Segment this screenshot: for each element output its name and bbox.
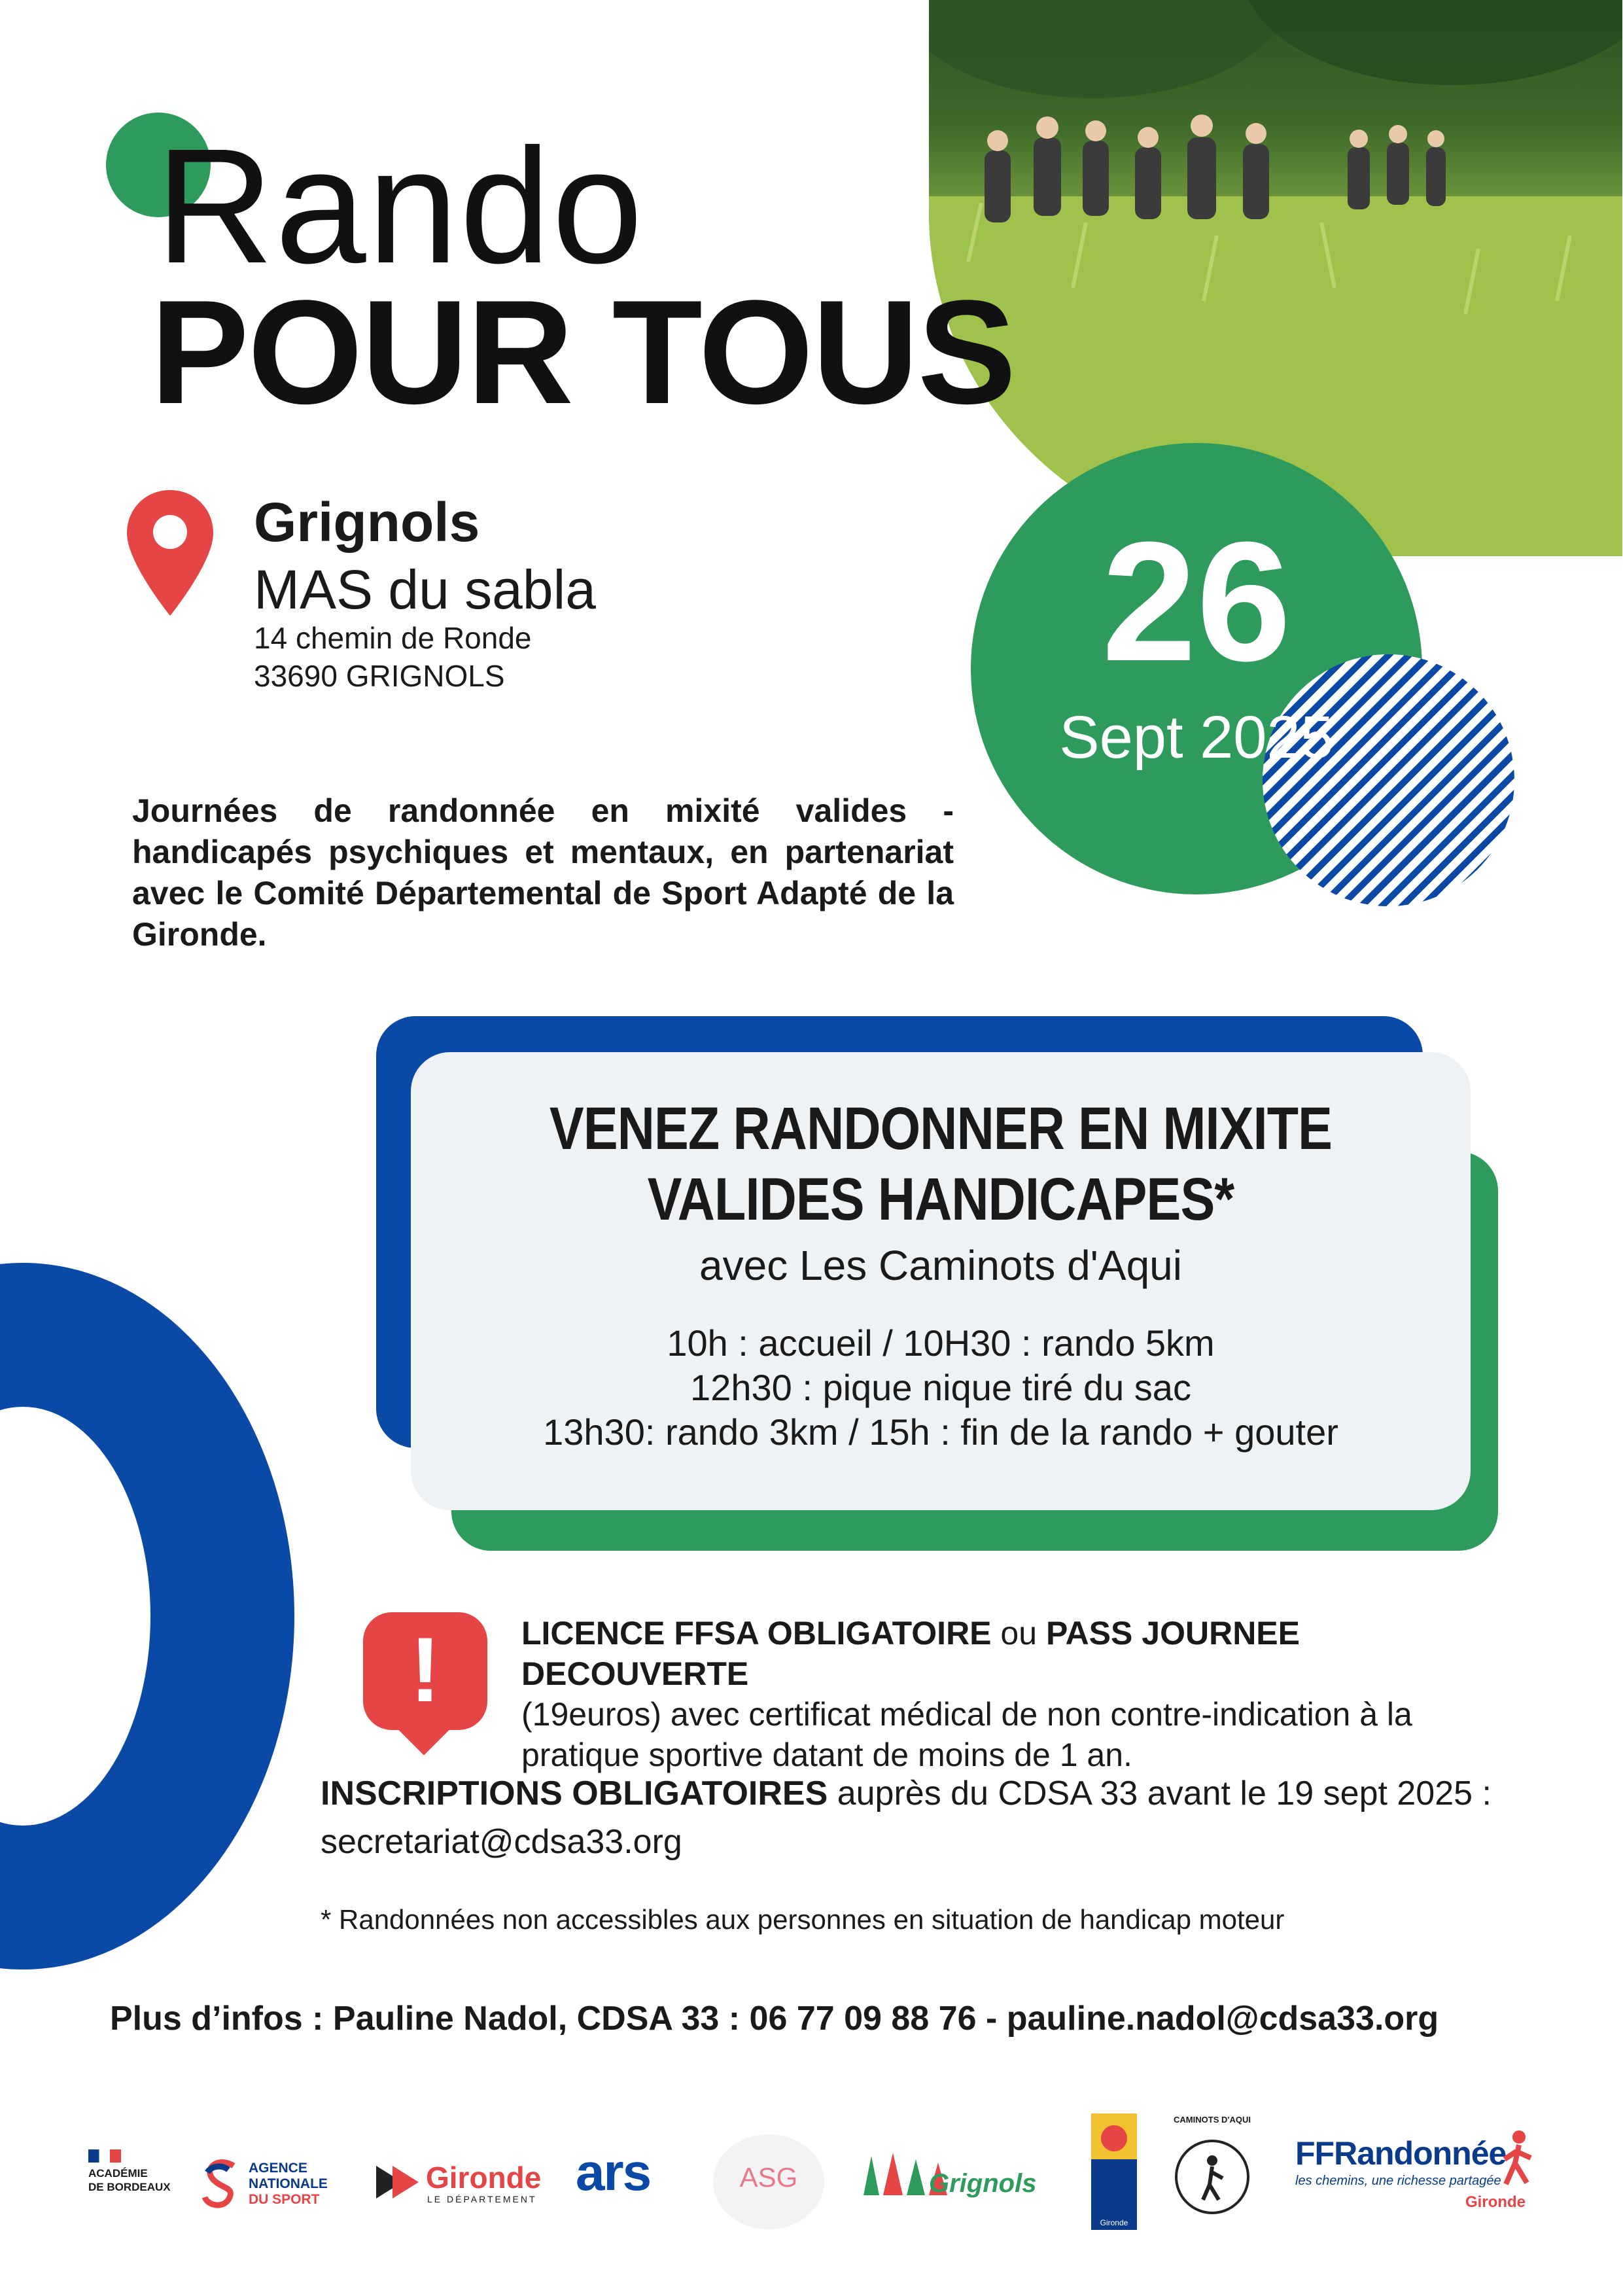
inscriptions-line	[321, 1776, 1492, 1810]
gironde-logo	[376, 2156, 553, 2208]
caminots-hiker-icon	[1173, 2138, 1251, 2216]
date-day: 26	[1102, 507, 1291, 697]
program-card	[411, 1052, 1471, 1510]
card-subtitle: avec Les Caminots d'Aqui	[699, 1242, 1182, 1289]
decor-striped-circle	[1263, 654, 1514, 906]
ffsa-region: Gironde	[1100, 2218, 1128, 2227]
academie-line1: ACADÉMIE	[88, 2167, 148, 2180]
date-month-year: Sept 2025	[1059, 704, 1334, 771]
license-details: (19euros) avec certificat médical de non contre-indication à la pratique sportive datant de moins de 1 an.	[521, 1696, 1412, 1773]
ans-line1: AGENCE	[249, 2161, 307, 2176]
caminots-logo	[1170, 2115, 1255, 2226]
academie-bordeaux-logo	[88, 2149, 193, 2194]
ffrando-walker-icon	[1498, 2129, 1537, 2188]
decor-blue-ring	[0, 1263, 294, 1969]
schedule-line: 13h30: rando 3km / 15h : fin de la rando + gouter	[543, 1411, 1338, 1453]
license-or: ou	[991, 1615, 1046, 1651]
gironde-subtitle: LE DÉPARTEMENT	[427, 2194, 537, 2204]
location-place: MAS du sabla	[254, 559, 596, 620]
card-heading-line2: VALIDES HANDICAPES*	[647, 1166, 1234, 1233]
inscriptions-email[interactable]: secretariat@cdsa33.org	[321, 1823, 682, 1861]
location-pin-icon	[124, 487, 216, 618]
asg-logo	[713, 2134, 824, 2229]
grignols-text: Grignols	[929, 2169, 1037, 2198]
ars-logo	[576, 2143, 693, 2212]
pass-label: PASS JOURNEE DECOUVERTE	[521, 1615, 1300, 1692]
title-pour-tous: POUR TOUS	[150, 269, 1015, 434]
academie-line2: DE BORDEAUX	[88, 2181, 171, 2193]
ffrando-tagline: les chemins, une richesse partagée	[1295, 2174, 1501, 2188]
location-zip: 33690 GRIGNOLS	[254, 659, 505, 693]
location-street: 14 chemin de Ronde	[254, 621, 532, 655]
ars-text: ars	[576, 2143, 651, 2201]
flag-icon	[88, 2149, 121, 2163]
ffrandonnee-logo	[1295, 2134, 1544, 2213]
ans-s-icon	[200, 2158, 241, 2210]
title-rando: Rando	[156, 115, 644, 297]
ffsa-logo	[1091, 2113, 1137, 2230]
caminots-text: CAMINOTS D'AQUI	[1174, 2115, 1251, 2125]
footnote: * Randonnées non accessibles aux personnes en situation de handicap moteur	[321, 1904, 1285, 1935]
ans-line3: DU SPORT	[249, 2192, 320, 2207]
grignols-logo	[857, 2149, 1053, 2208]
license-label: LICENCE FFSA OBLIGATOIRE	[521, 1615, 992, 1651]
exclamation-icon: !	[410, 1618, 441, 1721]
ffsa-mascot-icon	[1091, 2113, 1137, 2159]
intro-text: Journées de randonnée en mixité valides - handicapés psychiques et mentaux, en partenariat avec le Comité Départemental de Sport Adapté de la Gironde.	[132, 792, 954, 953]
ans-line2: NATIONALE	[249, 2176, 328, 2191]
gironde-name: Gironde	[426, 2161, 542, 2195]
gironde-arrow-icon	[376, 2159, 422, 2205]
schedule-line: 12h30 : pique nique tiré du sac	[690, 1367, 1191, 1408]
contact-info: Plus d’infos : Pauline Nadol, CDSA 33 : 06 77 09 88 76 - pauline.nadol@cdsa33.org	[110, 2000, 1439, 2038]
card-heading-line1: VENEZ RANDONNER EN MIXITE	[549, 1095, 1333, 1162]
location-city: Grignols	[254, 491, 480, 553]
asg-text: ASG	[739, 2162, 798, 2193]
inscriptions-details: auprès du CDSA 33 avant le 19 sept 2025 :	[828, 1775, 1492, 1812]
card-heading	[485, 1093, 1396, 1235]
schedule-line: 10h : accueil / 10H30 : rando 5km	[667, 1322, 1215, 1364]
ffrando-name: FFRandonnée	[1295, 2135, 1507, 2172]
ffrando-region: Gironde	[1465, 2193, 1526, 2211]
inscriptions-label: INSCRIPTIONS OBLIGATOIRES	[321, 1775, 828, 1812]
license-warning	[521, 1613, 1516, 1775]
